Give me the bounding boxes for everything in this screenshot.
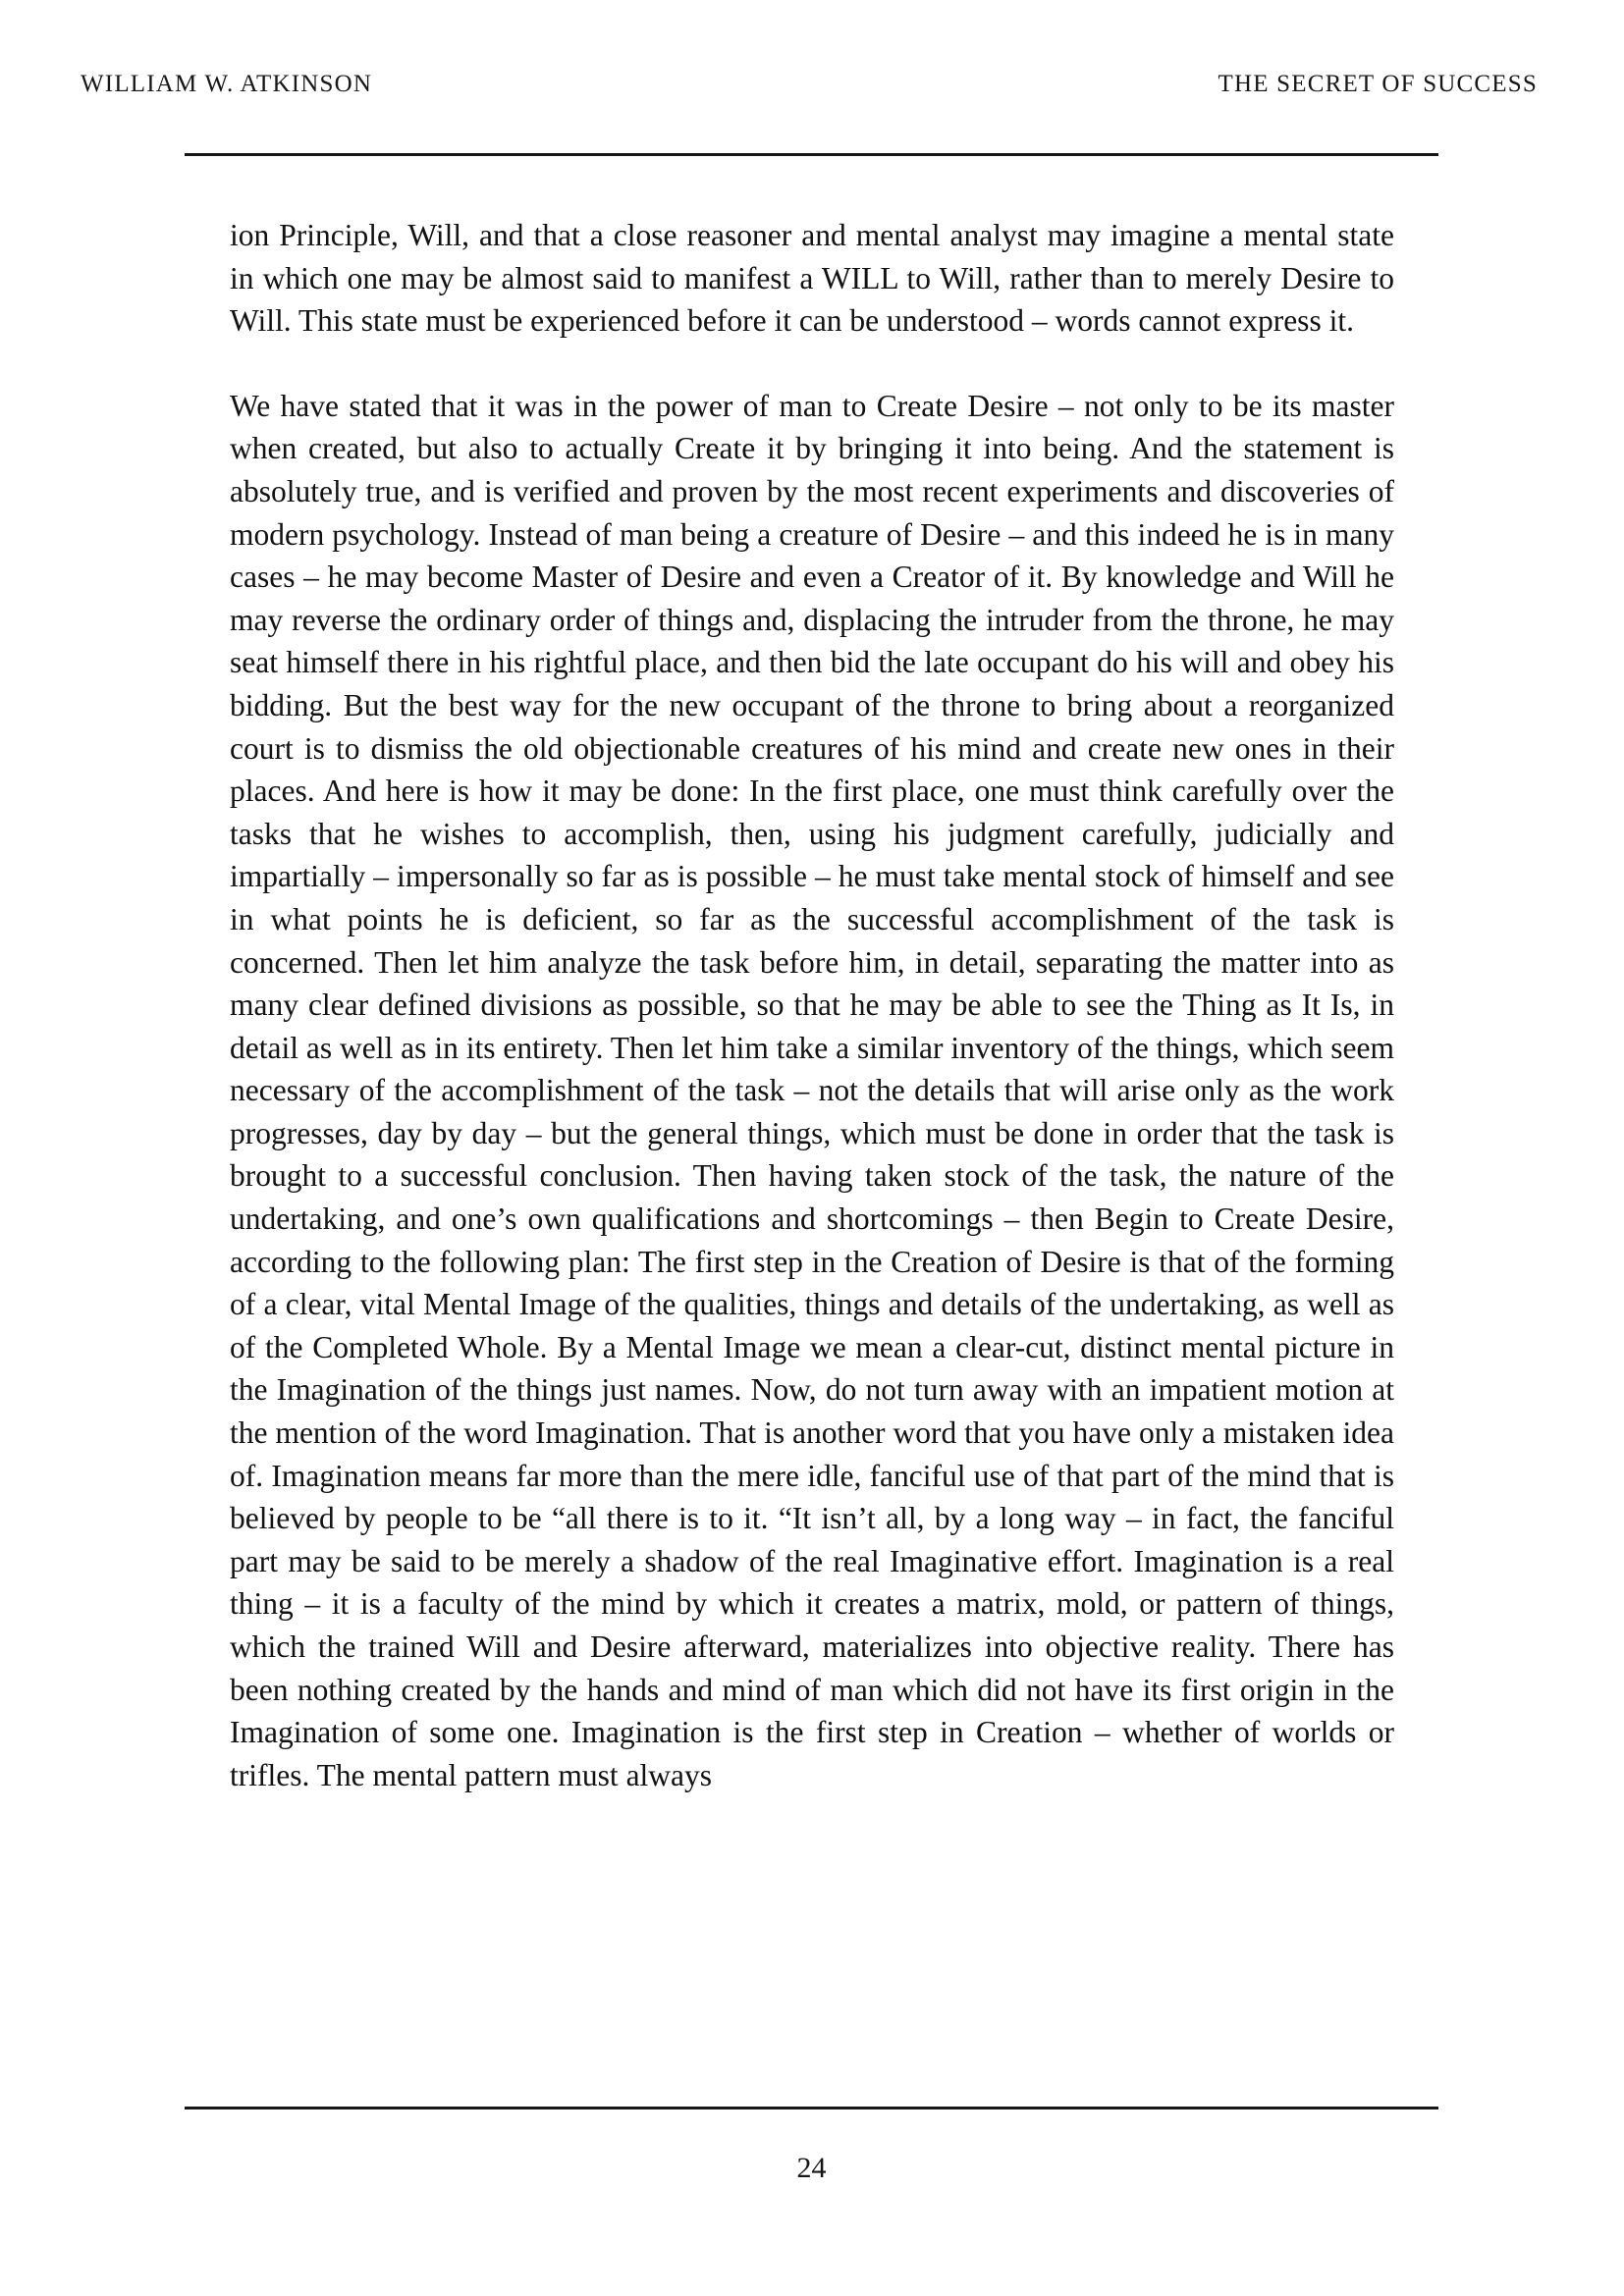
paragraph-1: ion Principle, Will, and that a close reasoner and mental analyst may imagine a mental state in which one may be almost said to manifest a WILL to Will, rather than to merely Desire to Will. This state must be experienced before it can be understood – words cannot express it. [230, 218, 1394, 339]
running-head-author: WILLIAM W. ATKINSON [81, 71, 373, 97]
header-rule [185, 153, 1438, 156]
paragraph-2: We have stated that it was in the power of man to Create Desire – not only to be its master when created, but also to actually Create it by bringing it into being. And the statement is absolutely true, and is verified and proven by the most recent experiments and discoveries of modern psychology. Instead of man being a creature of Desire – and this indeed he is in many cases – he may become Master of Desire and even a Creator of it. By knowledge and Will he may reverse the ordinary order of things and, displacing the intruder from the throne, he may seat himself there in his rightful place, and then bid the late occupant do his will and obey his bidding. But the best way for the new occupant of the throne to bring about a reorganized court is to dismiss the old objectionable creatures of his mind and create new ones in their places. And here is how it may be done: In the first place, one must think carefully over the tasks that he wishes to accomplish, then, using his judgment carefully, judicially and impartially – impersonally so far as is possible – he must take mental stock of himself and see in what points he is deficient, so far as the successful accomplishment of the task is concerned. Then let him analyze the task before him, in detail, separating the matter into as many clear defined divisions as possible, so that he may be able to see the Thing as It Is, in detail as well as in its entirety. Then let him take a similar inventory of the things, which seem necessary of the accomplishment of the task – not the details that will arise only as the work progresses, day by day – but the general things, which must be done in order that the task is brought to a successful conclusion. Then having taken stock of the task, the nature of the undertaking, and one’s own qualifications and shortcomings – then Begin to Create Desire, according to the following plan: The first step in the Creation of Desire is that of the forming of a clear, vital Mental Image of the qualities, things and details of the undertaking, as well as of the Completed Whole. By a Mental Image we mean a clear-cut, distinct mental picture in the Imagination of the things just names. Now, do not turn away with an impatient motion at the mention of the word Imagination. That is another word that you have only a mistaken idea of. Imagination means far more than the mere idle, fanciful use of that part of the mind that is believed by people to be “all there is to it. “It isn’t all, by a long way – in fact, the fanciful part may be said to be merely a shadow of the real Imaginative effort. Imagination is a real thing – it is a faculty of the mind by which it creates a matrix, mold, or pattern of things, which the trained Will and Desire afterward, materializes into objective reality. There has been nothing created by the hands and mind of man which did not have its first origin in the Imagination of some one. Imagination is the first step in Creation – whether of worlds or trifles. The mental pattern must always [230, 388, 1394, 1792]
running-head-title: THE SECRET OF SUCCESS [1218, 71, 1538, 97]
page-body [230, 214, 1394, 1839]
page-header [81, 71, 1538, 98]
footer-rule [185, 2107, 1438, 2109]
page-number: 24 [796, 2152, 827, 2184]
